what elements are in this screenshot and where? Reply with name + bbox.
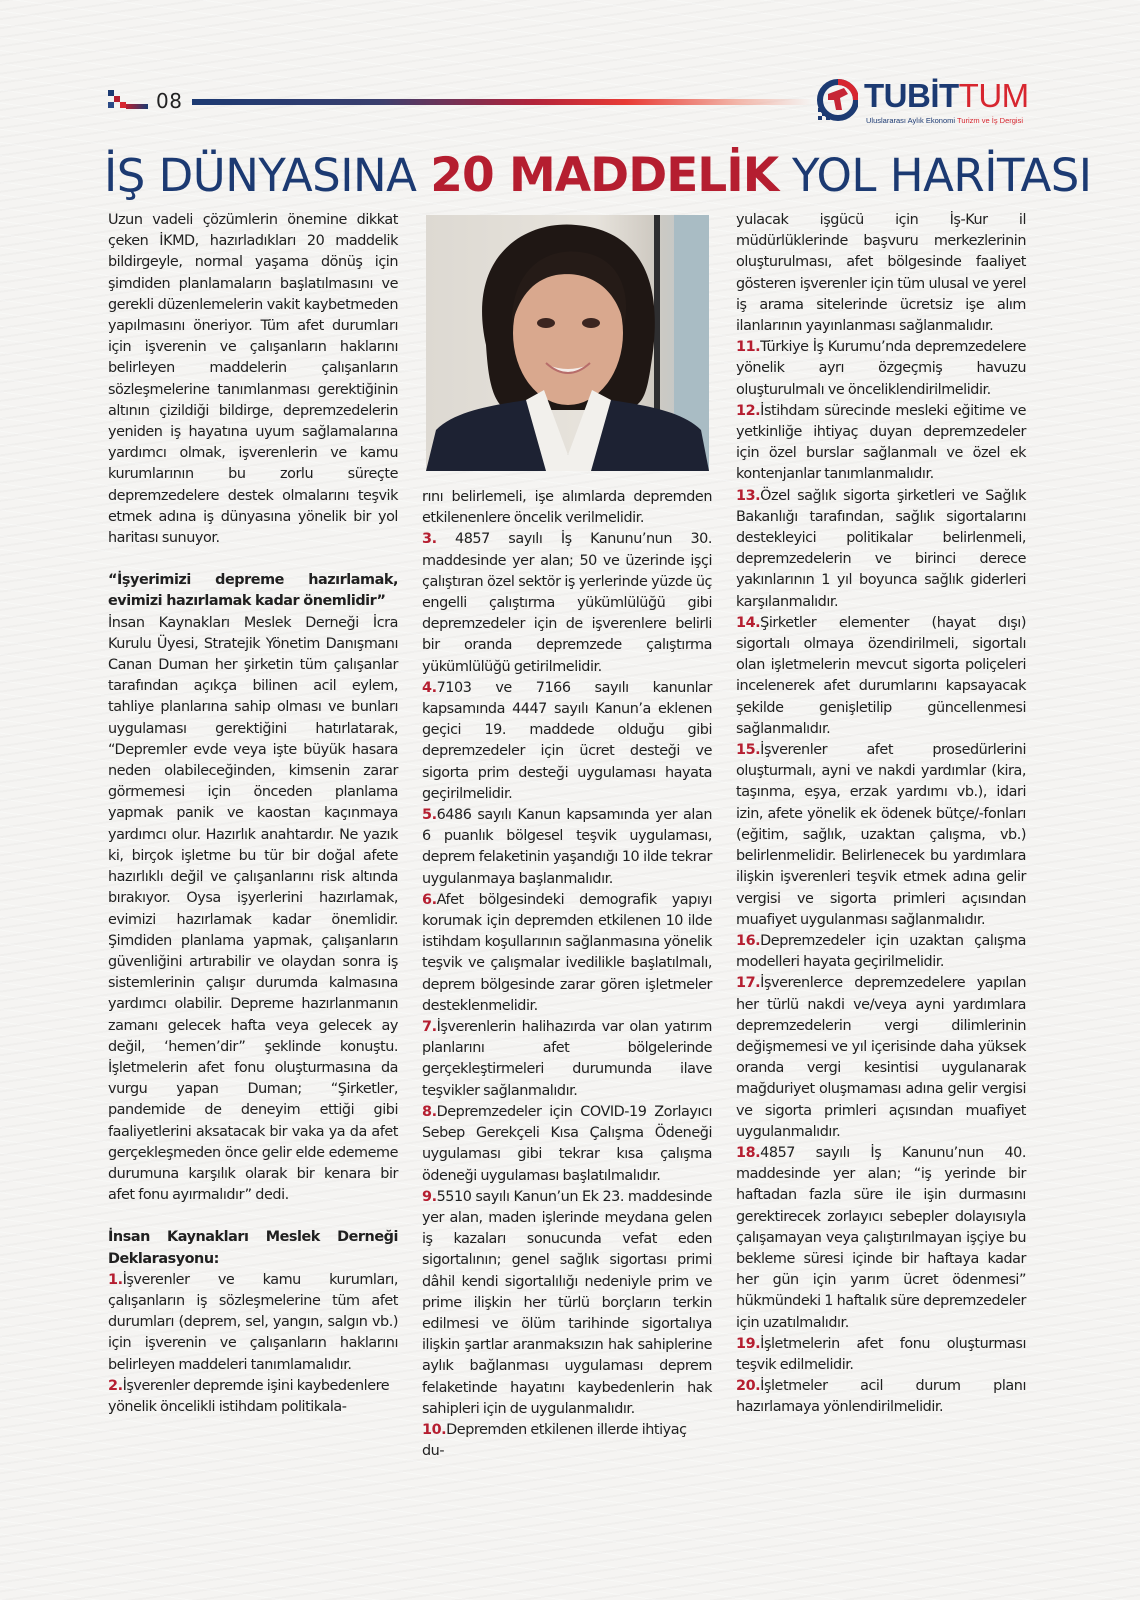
item-number: 9.	[422, 1188, 437, 1205]
item-text: 4857 sayılı İş Kanunu’nun 40. maddesinde yer alan; “iş yerinde bir haftadan fazla süre ile işin durmasını gerektirecek zorlayıcı sebepler dolayısıyla çalışamayan veya çalıştırılmayan işçiye bu bekleme süresi içinde bir haftaya kadar her gün için yarım ücret ödenmesi” hükmündeki 1 haftalık süre depremzedeler için uzatılmalıdır.	[736, 1144, 1026, 1331]
title-accent: 20 MADDELİK	[430, 148, 779, 203]
item-text: İşverenler ve kamu kurumları, çalışanların iş sözleşmelerine tüm afet durumları (deprem, sel, yangın, salgın vb.) için işverenin ve çalışanların haklarını belirleyen maddeleri tanımlamalıdır.	[108, 1271, 398, 1373]
item-number: 2.	[108, 1377, 123, 1394]
item-number: 14.	[736, 614, 761, 631]
item-number: 6.	[422, 891, 437, 908]
header-gradient-rule	[192, 99, 812, 105]
item-number: 10.	[422, 1421, 447, 1438]
item-text: Özel sağlık sigorta şirketleri ve Sağlık Bakanlığı tarafından, sağlık sigortalarını destekleyici politikalar belirlenmeli, depremzedelerin ve birinci derece yakınlarının 1 yıl boyunca sağlık giderleri karşılanmalıdır.	[736, 487, 1026, 610]
item-number: 11.	[736, 339, 761, 356]
item-number: 1.	[108, 1271, 123, 1288]
item-number: 3.	[422, 531, 437, 548]
item-number: 5.	[422, 807, 437, 824]
item-number: 12.	[736, 402, 761, 419]
list-item	[422, 1187, 712, 1420]
item-number: 13.	[736, 487, 761, 504]
article-columns	[108, 210, 1026, 1462]
item-number: 19.	[736, 1335, 761, 1352]
list-item	[736, 1143, 1026, 1334]
list-item	[422, 890, 712, 1017]
quote-body: İnsan Kaynakları Meslek Derneği İcra Kurulu Üyesi, Stratejik Yönetim Danışmanı Canan Duman her şirketin tüm çalışanlar tarafından açıkça bilinen acil eylem, tahliye planlarına sahip olması ve bunları uygulaması gerektiğini hatırlatarak, “Depremler evde veya işte büyük hasara neden olabileceğinden, kimsenin zarar görmemesi için önceden planlama yapmak panik ve kaostan kaçınmaya yardımcı olur. Hazırlık anahtardır. Ne yazık ki, birçok işletme bu tür bir doğal afete hazırlıklı değil ve çalışanlarını risk altında bırakıyor. Oysa işyerlerini hazırlamak, evimizi hazırlamak kadar önemlidir. Şimdiden planlama yapmak, çalışanların güvenliğini artırabilir ve olaydan sonra iş sistemlerinin çalışır durumda kalmasına yardımcı olabilir. Depreme hazırlanmanın zamanı gelecek hafta veya gelecek ay değil, ‘hemen’dir” şeklinde konuştu. İşletmelerin afet fonu oluşturmasına da vurgu yapan Duman; “Şirketler, pandemide de deneyim ettiği gibi faaliyetlerini aksatacak bir vaka ya da afet gerçekleşmeden önce gelir elde edememe durumuna karşılık olarak bir kenara bir afet fonu ayırmalıdır” dedi.	[108, 614, 398, 1204]
list-item	[736, 401, 1026, 486]
logo-name-part1: TUBİT	[864, 77, 959, 114]
portrait-photo	[426, 215, 709, 471]
item-number: 20.	[736, 1378, 761, 1395]
logo-wordmark	[864, 78, 1029, 114]
quote-heading: “İşyerimizi depreme hazırlamak, evimizi hazırlamak kadar önemlidir”	[108, 572, 398, 610]
logo-mark-icon	[814, 78, 858, 122]
item-text: 4857 sayılı İş Kanunu’nun 30. maddesinde yer alan; 50 ve üzerinde işçi çalıştıran özel sektör iş yerlerinde yüzde üç engelli çalıştırma yükümlülüğü gibi depremzedeler için de işverenlere belirli bir oranda depremzede çalıştırma yükümlülüğü getirilmelidir.	[422, 531, 712, 675]
list-item	[736, 740, 1026, 931]
article-column-2	[422, 210, 712, 1462]
list-item	[422, 1102, 712, 1187]
list-item	[422, 529, 712, 677]
logo-tagline	[866, 116, 1023, 126]
logo-name-part2: TUM	[958, 77, 1029, 114]
item-text: Afet bölgesindeki demografik yapıyı korumak için depremden etkilenen 10 ilde istihdam koşullarının sağlanmasına yönelik teşvik ve çalışmalar ivedilikle başlatılmalı, deprem bölgesinde zarar gören işletmeler desteklenmelidir.	[422, 891, 712, 1014]
list-item	[736, 337, 1026, 401]
list-item	[422, 805, 712, 890]
item-text: Türkiye İş Kurumu’nda depremzedelere yönelik ayrı özgeçmiş havuzu oluşturulmalı ve önceliklendirilmelidir.	[736, 339, 1026, 398]
item-number: 16.	[736, 932, 761, 949]
article-column-3	[736, 210, 1026, 1419]
list-item	[736, 486, 1026, 613]
list-item	[736, 973, 1026, 1143]
item-text: yulacak işgücü için İş-Kur il müdürlüklerinde başvuru merkezlerinin oluşturulması, afet bölgesinde faaliyet gösteren işverenler için tüm ulusal ve yerel iş arama sitelerinde ücretsiz işe alım ilanlarının yayınlanması sağlanmalıdır.	[736, 212, 1026, 335]
item-text: 7103 ve 7166 sayılı kanunlar kapsamında 4447 sayılı Kanun’a eklenen geçici 19. maddede olduğu gibi depremzedeler için ücret desteği ve sigorta prim desteği uygulaması hayata geçirilmelidir.	[422, 679, 712, 802]
list-item	[422, 678, 712, 805]
logo-tagline-part1: Uluslararası Aylık Ekonomi	[866, 116, 956, 125]
article-intro: Uzun vadeli çözümlerin önemine dikkat çeken İKMD, hazırladıkları 20 maddelik bildirgeyle, normal yaşama dönüş için şimdiden planlamaların başlatılmasını ve gerekli düzenlemelerin vakit kaybetmeden yapılmasını öneriyor. Tüm afet durumları için işverenin ve çalışanların haklarını belirleyen maddelerin çalışanların sözleşmelerine tanımlanması gerektiğinin altının çizildiği bildirge, depremzedelerin yeniden iş hayatına uyum sağlamalarına yardımcı olmak, işverenlerin ve kamu kurumlarının bu zorlu süreçte depremzedelere destek olmalarını teşvik etmek adına iş dünyasına yönelik bir yol haritası sunuyor.	[108, 212, 398, 547]
pixel-decoration-icon	[104, 90, 150, 112]
declaration-heading: İnsan Kaynakları Meslek Derneği Deklarasyonu:	[108, 1229, 398, 1267]
item-text: Depremzedeler için uzaktan çalışma modelleri hayata geçirilmelidir.	[736, 932, 1026, 971]
item-text: rını belirlemeli, işe alımlarda depremden etkilenenlere öncelik verilmelidir.	[422, 489, 712, 527]
item-text: 5510 sayılı Kanun’un Ek 23. maddesinde yer alan, maden işlerinde meydana gelen iş kazaları sonucunda vefat eden sigortalının; genel sağlık sigortası primi dâhil kendi sigortalılığı nedeniyle prim ve prime ilişkin her türlü borçların terkin edilmesi ve ölüm tarihinde sigortalıya ilişkin şartlar aranmaksızın hak sahiplerine aylık bağlanması uygulaması deprem felaketinde hayatını kaybedenlerin hak sahipleri için de uygulanmalıdır.	[422, 1188, 712, 1417]
page-number: 08	[156, 89, 183, 113]
item-number: 17.	[736, 975, 761, 992]
item-number: 8.	[422, 1103, 437, 1120]
title-part2: YOL HARİTASI	[791, 149, 1092, 202]
item-text: Depremzedeler için COVID-19 Zorlayıcı Sebep Gerekçeli Kısa Çalışma Ödeneği uygulaması gibi tekrar kısa çalışma ödeneği uygulaması başlatılmalıdır.	[422, 1103, 712, 1184]
item-number: 7.	[422, 1019, 437, 1036]
list-item	[736, 613, 1026, 740]
item-text: İşverenlerin halihazırda var olan yatırım planlarını afet bölgelerinde gerçekleştirmeleri durumunda ilave teşvikler sağlanmalıdır.	[422, 1019, 712, 1099]
page-header	[104, 0, 1034, 125]
item-text: Depremden etkilenen illerde ihtiyaç du-	[422, 1421, 687, 1460]
list-item-continued	[422, 487, 712, 529]
item-text: İşletmeler acil durum planı hazırlamaya yönlendirilmelidir.	[736, 1378, 1026, 1416]
list-item-continued	[736, 210, 1026, 337]
list-item	[736, 1334, 1026, 1376]
list-item	[422, 1420, 712, 1462]
item-text: İşverenler afet prosedürlerini oluşturmalı, ayni ve nakdi yardımlar (kira, taşınma, eşya, erzak yardımı vb.), idari izin, afete yönelik ek ödenek bütçe/-fonları (eğitim, sağlık, uzaktan çalışma, vb.) belirlenmelidir. Belirlenecek bu yardımlara ilişkin işverenleri teşvik etmek adına gelir vergisi ve sigorta primleri açısından muafiyet uygulanması sağlanmalıdır.	[736, 742, 1026, 928]
article-column-1	[108, 210, 398, 1418]
title-part1: İŞ DÜNYASINA	[104, 149, 417, 202]
list-item	[108, 1376, 398, 1418]
item-number: 4.	[422, 679, 437, 696]
list-item	[736, 1376, 1026, 1418]
item-text: İşletmelerin afet fonu oluşturması teşvik edilmelidir.	[736, 1335, 1026, 1373]
item-text: İstihdam sürecinde mesleki eğitime ve yetkinliğe ihtiyaç duyan depremzedeler için özel burslar sağlanmalı ve özel ek kontenjanlar tanımlanmalıdır.	[736, 402, 1026, 483]
list-item	[736, 931, 1026, 973]
article-title	[104, 146, 1092, 206]
list-item	[422, 1017, 712, 1102]
item-number: 15.	[736, 742, 761, 759]
item-text: Şirketler elementer (hayat dışı) sigortalı olmaya özendirilmeli, sigortalı olan işletmelerin mevcut sigorta poliçeleri incelenerek afet durumlarını kapsayacak şekilde genişletilip güncellenmesi sağlanmalıdır.	[736, 614, 1026, 737]
list-item	[108, 1270, 398, 1376]
logo-tagline-part2: Turizm ve İş Dergisi	[957, 116, 1023, 125]
magazine-logo	[814, 78, 1044, 130]
item-text: İşverenler depremde işini kaybedenlere yönelik öncelikli istihdam politikala-	[108, 1377, 390, 1415]
item-text: İşverenlerce depremzedelere yapılan her türlü nakdi ve/veya ayni yardımlara depremzedelerin vergi dilimlerinin değişmemesi ve yıl içerisinde daha yüksek oranda vergi kesintisi uygulanarak mağduriyet oluşmaması adına gelir vergisi ve sigorta primleri açısından muafiyet uygulanmalıdır.	[736, 975, 1026, 1140]
item-number: 18.	[736, 1144, 761, 1161]
portrait-illustration	[426, 215, 709, 471]
item-text: 6486 sayılı Kanun kapsamında yer alan 6 puanlık bölgesel teşvik uygulaması, deprem felaketinin yaşandığı 10 ilde tekrar uygulanmaya başlanmalıdır.	[422, 807, 712, 887]
